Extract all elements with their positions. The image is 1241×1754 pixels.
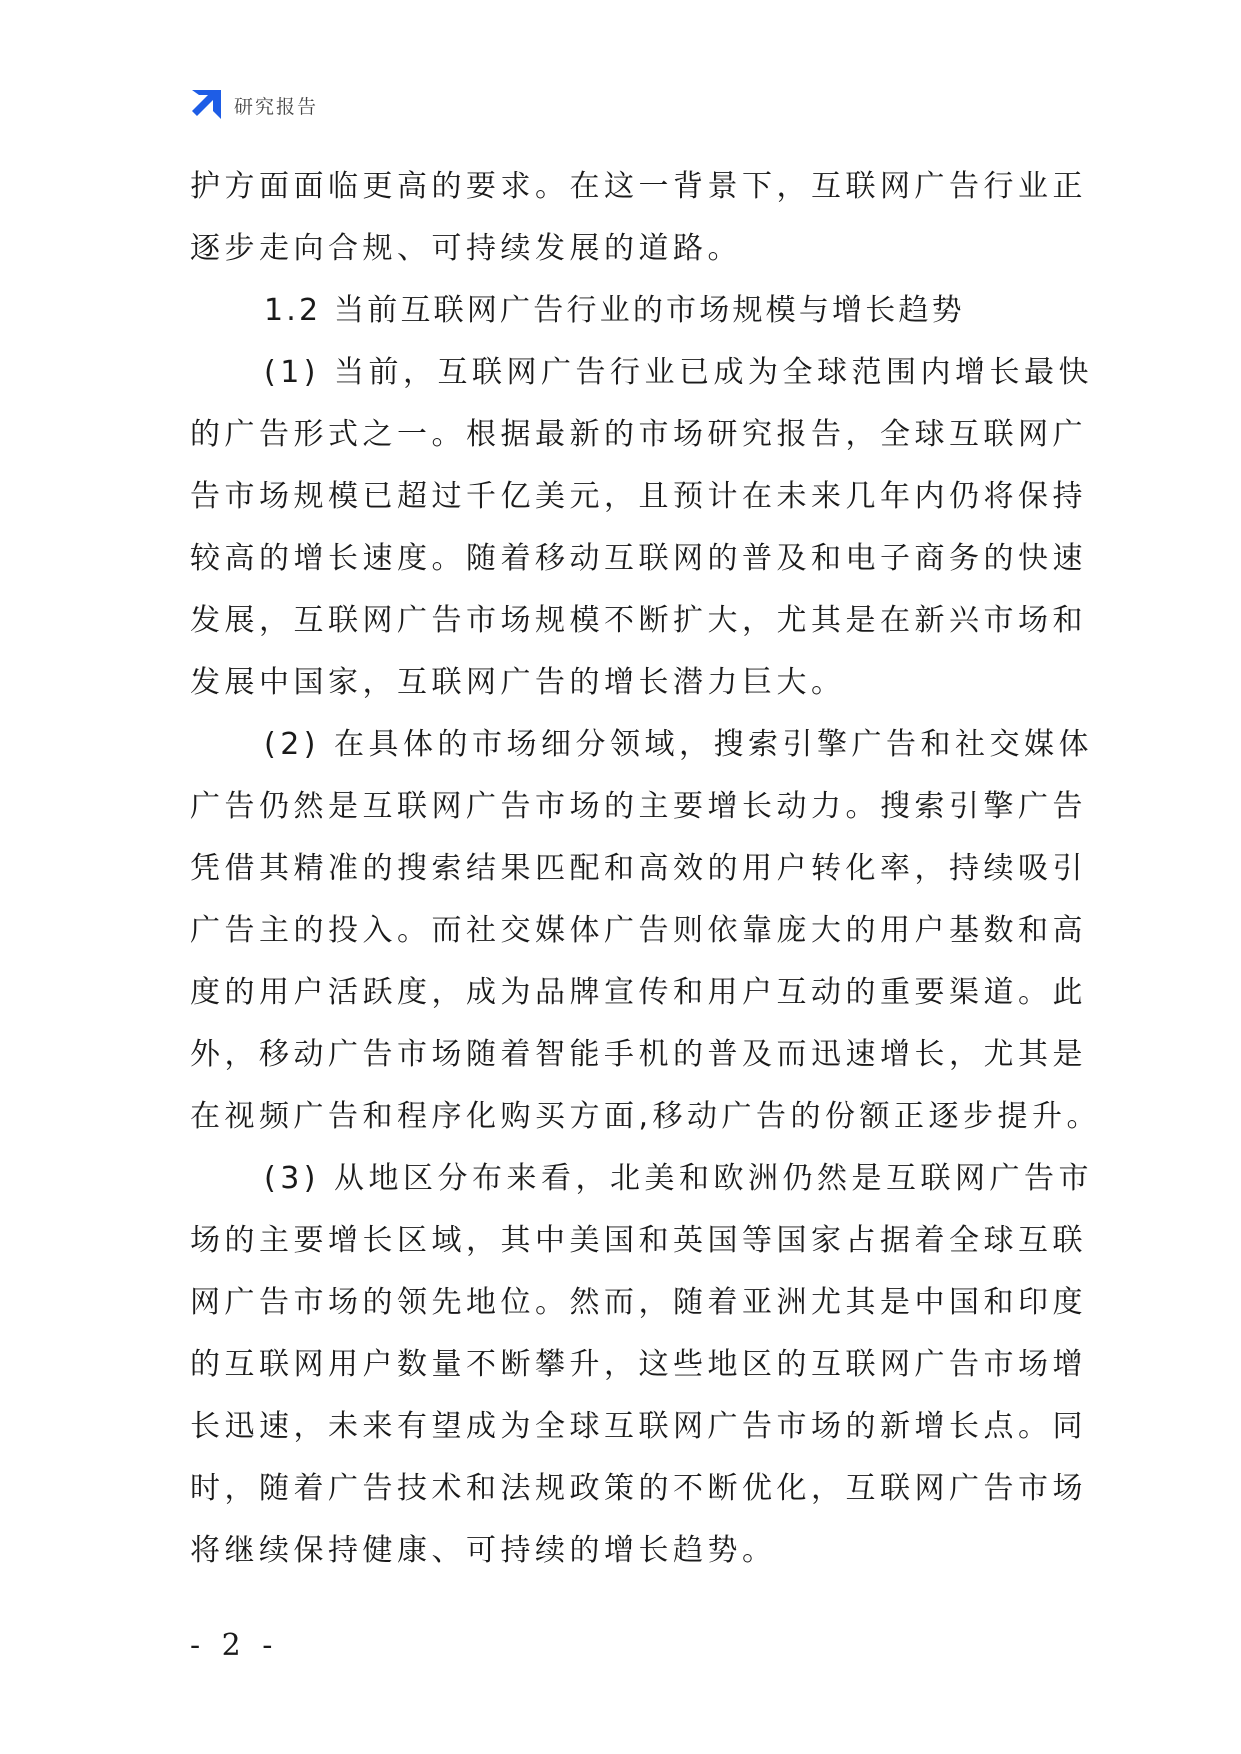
page-header: [190, 88, 318, 122]
body-line: 的互联网用户数量不断攀升，这些地区的互联网广告市场增: [190, 1347, 1087, 1382]
body-line: 护方面面临更高的要求。在这一背景下，互联网广告行业正: [190, 169, 1087, 204]
body-line: 发展中国家，互联网广告的增长潜力巨大。: [190, 665, 846, 700]
document-body: [190, 156, 1102, 1582]
body-line: 广告仍然是互联网广告市场的主要增长动力。搜索引擎广告: [190, 789, 1087, 824]
section-heading: 1.2 当前互联网广告行业的市场规模与增长趋势: [264, 293, 965, 328]
body-line: 较高的增长速度。随着移动互联网的普及和电子商务的快速: [190, 541, 1087, 576]
body-line: 长迅速，未来有望成为全球互联网广告市场的新增长点。同: [190, 1409, 1087, 1444]
body-line: 逐步走向合规、可持续发展的道路。: [190, 231, 742, 266]
body-line: 的广告形式之一。根据最新的市场研究报告，全球互联网广: [190, 417, 1087, 452]
body-line: 度的用户活跃度，成为品牌宣传和用户互动的重要渠道。此: [190, 975, 1087, 1010]
paragraph-start: (3) 从地区分布来看，北美和欧洲仍然是互联网广告市: [264, 1161, 1094, 1196]
body-line: 凭借其精准的搜索结果匹配和高效的用户转化率，持续吸引: [190, 851, 1087, 886]
header-title: 研究报告: [234, 95, 319, 118]
body-line: 外，移动广告市场随着智能手机的普及而迅速增长，尤其是: [190, 1037, 1087, 1072]
body-line: 告市场规模已超过千亿美元，且预计在未来几年内仍将保持: [190, 479, 1087, 514]
arrow-logo-icon: [190, 89, 222, 121]
body-line: 时，随着广告技术和法规政策的不断优化，互联网广告市场: [190, 1471, 1087, 1506]
paragraph-start: (1) 当前，互联网广告行业已成为全球范围内增长最快: [264, 355, 1094, 390]
body-line: 场的主要增长区域，其中美国和英国等国家占据着全球互联: [190, 1223, 1087, 1258]
body-line: 在视频广告和程序化购买方面,移动广告的份额正逐步提升。: [190, 1099, 1102, 1134]
body-line: 广告主的投入。而社交媒体广告则依靠庞大的用户基数和高: [190, 913, 1087, 948]
body-line: 发展，互联网广告市场规模不断扩大，尤其是在新兴市场和: [190, 603, 1087, 638]
page-number: - 2 -: [190, 1628, 279, 1663]
body-line: 将继续保持健康、可持续的增长趋势。: [190, 1533, 777, 1568]
body-line: 网广告市场的领先地位。然而，随着亚洲尤其是中国和印度: [190, 1285, 1087, 1320]
paragraph-start: (2) 在具体的市场细分领域，搜索引擎广告和社交媒体: [264, 727, 1094, 762]
